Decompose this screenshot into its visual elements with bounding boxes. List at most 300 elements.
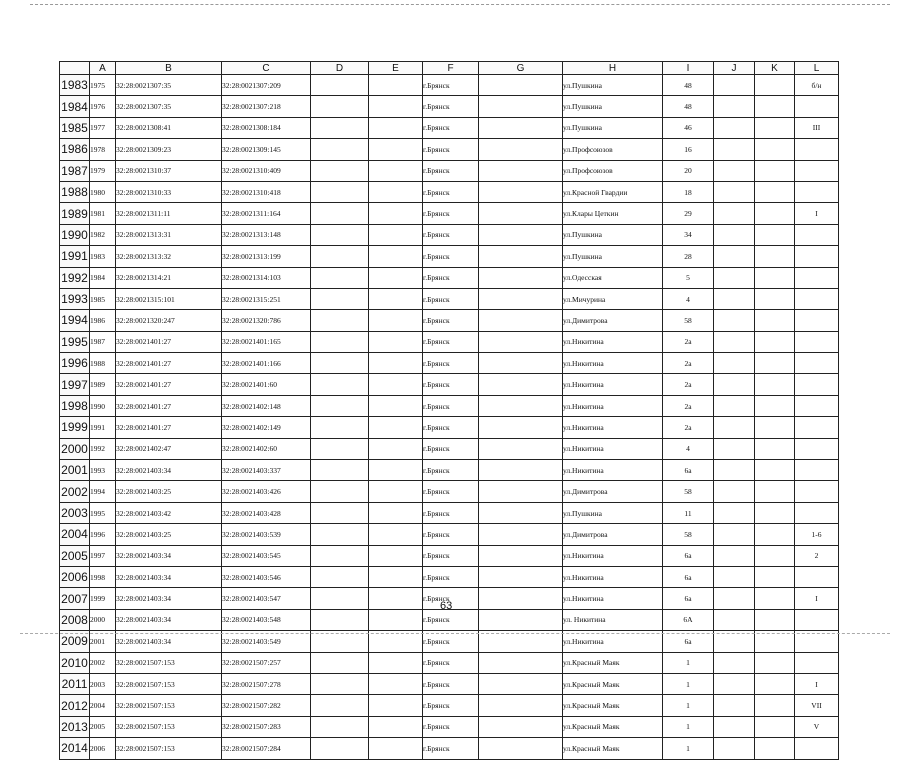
cell-e[interactable] bbox=[369, 524, 423, 545]
cell-g[interactable] bbox=[479, 524, 563, 545]
cell-c[interactable]: 32:28:0021310:409 bbox=[222, 160, 311, 181]
cell-g[interactable] bbox=[479, 460, 563, 481]
row-number[interactable]: 2012 bbox=[60, 695, 90, 716]
row-number[interactable]: 2000 bbox=[60, 438, 90, 459]
cell-a[interactable]: 1982 bbox=[90, 224, 116, 245]
column-header-h[interactable]: H bbox=[563, 62, 663, 75]
cell-e[interactable] bbox=[369, 288, 423, 309]
cell-k[interactable] bbox=[755, 310, 795, 331]
cell-d[interactable] bbox=[311, 117, 369, 138]
cell-j[interactable] bbox=[714, 331, 755, 352]
cell-b[interactable]: 32:28:0021308:41 bbox=[116, 117, 222, 138]
cell-g[interactable] bbox=[479, 288, 563, 309]
cell-e[interactable] bbox=[369, 353, 423, 374]
cell-a[interactable]: 1985 bbox=[90, 288, 116, 309]
cell-f[interactable]: г.Брянск bbox=[423, 438, 479, 459]
row-number[interactable]: 2001 bbox=[60, 460, 90, 481]
cell-c[interactable]: 32:28:0021507:283 bbox=[222, 716, 311, 737]
cell-f[interactable]: г.Брянск bbox=[423, 267, 479, 288]
cell-a[interactable]: 1995 bbox=[90, 502, 116, 523]
cell-d[interactable] bbox=[311, 481, 369, 502]
cell-h[interactable]: ул.Никитина bbox=[563, 588, 663, 609]
cell-a[interactable]: 1977 bbox=[90, 117, 116, 138]
cell-c[interactable]: 32:28:0021403:547 bbox=[222, 588, 311, 609]
cell-a[interactable]: 1992 bbox=[90, 438, 116, 459]
cell-g[interactable] bbox=[479, 374, 563, 395]
cell-b[interactable]: 32:28:0021315:101 bbox=[116, 288, 222, 309]
cell-c[interactable]: 32:28:0021403:546 bbox=[222, 566, 311, 587]
cell-g[interactable] bbox=[479, 588, 563, 609]
cell-e[interactable] bbox=[369, 695, 423, 716]
cell-i[interactable]: 1 bbox=[663, 716, 714, 737]
cell-f[interactable]: г.Брянск bbox=[423, 524, 479, 545]
cell-e[interactable] bbox=[369, 224, 423, 245]
cell-d[interactable] bbox=[311, 310, 369, 331]
cell-h[interactable]: ул.Пушкина bbox=[563, 246, 663, 267]
cell-j[interactable] bbox=[714, 566, 755, 587]
cell-l[interactable] bbox=[795, 288, 839, 309]
cell-b[interactable]: 32:28:0021307:35 bbox=[116, 96, 222, 117]
cell-d[interactable] bbox=[311, 673, 369, 694]
cell-l[interactable] bbox=[795, 267, 839, 288]
column-header-f[interactable]: F bbox=[423, 62, 479, 75]
cell-c[interactable]: 32:28:0021311:164 bbox=[222, 203, 311, 224]
cell-c[interactable]: 32:28:0021313:148 bbox=[222, 224, 311, 245]
cell-g[interactable] bbox=[479, 353, 563, 374]
cell-b[interactable]: 32:28:0021403:25 bbox=[116, 481, 222, 502]
row-number[interactable]: 2004 bbox=[60, 524, 90, 545]
cell-h[interactable]: ул.Пушкина bbox=[563, 117, 663, 138]
row-number[interactable]: 1994 bbox=[60, 310, 90, 331]
cell-k[interactable] bbox=[755, 117, 795, 138]
cell-h[interactable]: ул.Димитрова bbox=[563, 524, 663, 545]
cell-e[interactable] bbox=[369, 652, 423, 673]
cell-f[interactable]: г.Брянск bbox=[423, 609, 479, 630]
cell-b[interactable]: 32:28:0021320:247 bbox=[116, 310, 222, 331]
cell-k[interactable] bbox=[755, 545, 795, 566]
cell-c[interactable]: 32:28:0021401:60 bbox=[222, 374, 311, 395]
cell-h[interactable]: ул.Клары Цеткин bbox=[563, 203, 663, 224]
cell-d[interactable] bbox=[311, 438, 369, 459]
cell-c[interactable]: 32:28:0021403:337 bbox=[222, 460, 311, 481]
cell-f[interactable]: г.Брянск bbox=[423, 652, 479, 673]
cell-g[interactable] bbox=[479, 502, 563, 523]
cell-f[interactable]: г.Брянск bbox=[423, 631, 479, 652]
cell-i[interactable]: 6а bbox=[663, 631, 714, 652]
cell-l[interactable]: 2 bbox=[795, 545, 839, 566]
cell-f[interactable]: г.Брянск bbox=[423, 545, 479, 566]
cell-h[interactable]: ул.Красный Маяк bbox=[563, 695, 663, 716]
cell-e[interactable] bbox=[369, 566, 423, 587]
cell-k[interactable] bbox=[755, 395, 795, 416]
cell-h[interactable]: ул.Профсоюзов bbox=[563, 139, 663, 160]
cell-e[interactable] bbox=[369, 310, 423, 331]
cell-g[interactable] bbox=[479, 310, 563, 331]
column-header-d[interactable]: D bbox=[311, 62, 369, 75]
row-number[interactable]: 1983 bbox=[60, 75, 90, 96]
cell-a[interactable]: 1979 bbox=[90, 160, 116, 181]
cell-a[interactable]: 2000 bbox=[90, 609, 116, 630]
cell-e[interactable] bbox=[369, 96, 423, 117]
cell-b[interactable]: 32:28:0021507:153 bbox=[116, 738, 222, 759]
cell-e[interactable] bbox=[369, 181, 423, 202]
cell-c[interactable]: 32:28:0021507:257 bbox=[222, 652, 311, 673]
cell-k[interactable] bbox=[755, 738, 795, 759]
cell-i[interactable]: 2а bbox=[663, 395, 714, 416]
cell-g[interactable] bbox=[479, 96, 563, 117]
cell-d[interactable] bbox=[311, 331, 369, 352]
cell-c[interactable]: 32:28:0021507:284 bbox=[222, 738, 311, 759]
cell-b[interactable]: 32:28:0021403:34 bbox=[116, 460, 222, 481]
cell-e[interactable] bbox=[369, 395, 423, 416]
cell-g[interactable] bbox=[479, 652, 563, 673]
column-header-c[interactable]: C bbox=[222, 62, 311, 75]
cell-i[interactable]: 58 bbox=[663, 310, 714, 331]
cell-e[interactable] bbox=[369, 331, 423, 352]
cell-d[interactable] bbox=[311, 160, 369, 181]
cell-a[interactable]: 1990 bbox=[90, 395, 116, 416]
cell-a[interactable]: 1998 bbox=[90, 566, 116, 587]
cell-c[interactable]: 32:28:0021403:545 bbox=[222, 545, 311, 566]
cell-l[interactable] bbox=[795, 481, 839, 502]
column-header-l[interactable]: L bbox=[795, 62, 839, 75]
cell-a[interactable]: 2002 bbox=[90, 652, 116, 673]
cell-b[interactable]: 32:28:0021401:27 bbox=[116, 417, 222, 438]
cell-c[interactable]: 32:28:0021403:428 bbox=[222, 502, 311, 523]
cell-d[interactable] bbox=[311, 96, 369, 117]
cell-g[interactable] bbox=[479, 738, 563, 759]
cell-f[interactable]: г.Брянск bbox=[423, 460, 479, 481]
cell-f[interactable]: г.Брянск bbox=[423, 716, 479, 737]
cell-g[interactable] bbox=[479, 331, 563, 352]
cell-c[interactable]: 32:28:0021507:282 bbox=[222, 695, 311, 716]
cell-f[interactable]: г.Брянск bbox=[423, 374, 479, 395]
row-number[interactable]: 1996 bbox=[60, 353, 90, 374]
cell-b[interactable]: 32:28:0021403:34 bbox=[116, 588, 222, 609]
cell-f[interactable]: г.Брянск bbox=[423, 224, 479, 245]
cell-k[interactable] bbox=[755, 460, 795, 481]
cell-g[interactable] bbox=[479, 117, 563, 138]
cell-j[interactable] bbox=[714, 203, 755, 224]
cell-e[interactable] bbox=[369, 588, 423, 609]
row-number[interactable]: 1987 bbox=[60, 160, 90, 181]
cell-d[interactable] bbox=[311, 224, 369, 245]
cell-b[interactable]: 32:28:0021507:153 bbox=[116, 652, 222, 673]
cell-j[interactable] bbox=[714, 481, 755, 502]
cell-e[interactable] bbox=[369, 481, 423, 502]
cell-j[interactable] bbox=[714, 75, 755, 96]
cell-c[interactable]: 32:28:0021402:148 bbox=[222, 395, 311, 416]
row-number[interactable]: 2005 bbox=[60, 545, 90, 566]
cell-h[interactable]: ул.Красный Маяк bbox=[563, 738, 663, 759]
cell-l[interactable] bbox=[795, 331, 839, 352]
cell-h[interactable]: ул.Мичурина bbox=[563, 288, 663, 309]
cell-k[interactable] bbox=[755, 246, 795, 267]
cell-f[interactable]: г.Брянск bbox=[423, 738, 479, 759]
row-number[interactable]: 1988 bbox=[60, 181, 90, 202]
cell-g[interactable] bbox=[479, 246, 563, 267]
cell-l[interactable] bbox=[795, 438, 839, 459]
cell-h[interactable]: ул.Красный Маяк bbox=[563, 716, 663, 737]
cell-e[interactable] bbox=[369, 374, 423, 395]
cell-i[interactable]: 58 bbox=[663, 481, 714, 502]
cell-i[interactable]: 34 bbox=[663, 224, 714, 245]
cell-k[interactable] bbox=[755, 331, 795, 352]
cell-j[interactable] bbox=[714, 524, 755, 545]
cell-k[interactable] bbox=[755, 353, 795, 374]
cell-d[interactable] bbox=[311, 267, 369, 288]
cell-j[interactable] bbox=[714, 609, 755, 630]
cell-j[interactable] bbox=[714, 502, 755, 523]
cell-f[interactable]: г.Брянск bbox=[423, 588, 479, 609]
cell-a[interactable]: 2001 bbox=[90, 631, 116, 652]
cell-i[interactable]: 46 bbox=[663, 117, 714, 138]
cell-b[interactable]: 32:28:0021403:34 bbox=[116, 566, 222, 587]
row-number[interactable]: 2003 bbox=[60, 502, 90, 523]
cell-b[interactable]: 32:28:0021507:153 bbox=[116, 673, 222, 694]
cell-i[interactable]: 2а bbox=[663, 331, 714, 352]
cell-b[interactable]: 32:28:0021403:25 bbox=[116, 524, 222, 545]
cell-d[interactable] bbox=[311, 417, 369, 438]
cell-l[interactable] bbox=[795, 160, 839, 181]
row-number[interactable]: 1986 bbox=[60, 139, 90, 160]
cell-h[interactable]: ул.Никитина bbox=[563, 566, 663, 587]
cell-c[interactable]: 32:28:0021401:165 bbox=[222, 331, 311, 352]
cell-e[interactable] bbox=[369, 716, 423, 737]
cell-k[interactable] bbox=[755, 75, 795, 96]
row-number[interactable]: 1989 bbox=[60, 203, 90, 224]
row-number[interactable]: 2007 bbox=[60, 588, 90, 609]
cell-k[interactable] bbox=[755, 224, 795, 245]
cell-a[interactable]: 1976 bbox=[90, 96, 116, 117]
cell-e[interactable] bbox=[369, 417, 423, 438]
cell-c[interactable]: 32:28:0021308:184 bbox=[222, 117, 311, 138]
cell-b[interactable]: 32:28:0021313:31 bbox=[116, 224, 222, 245]
cell-c[interactable]: 32:28:0021315:251 bbox=[222, 288, 311, 309]
cell-i[interactable]: 4 bbox=[663, 438, 714, 459]
cell-d[interactable] bbox=[311, 609, 369, 630]
cell-k[interactable] bbox=[755, 524, 795, 545]
cell-e[interactable] bbox=[369, 609, 423, 630]
cell-l[interactable]: I bbox=[795, 588, 839, 609]
cell-j[interactable] bbox=[714, 160, 755, 181]
cell-l[interactable]: 1-6 bbox=[795, 524, 839, 545]
cell-b[interactable]: 32:28:0021314:21 bbox=[116, 267, 222, 288]
cell-c[interactable]: 32:28:0021402:149 bbox=[222, 417, 311, 438]
cell-a[interactable]: 1996 bbox=[90, 524, 116, 545]
cell-b[interactable]: 32:28:0021507:153 bbox=[116, 716, 222, 737]
cell-b[interactable]: 32:28:0021401:27 bbox=[116, 374, 222, 395]
cell-j[interactable] bbox=[714, 267, 755, 288]
cell-i[interactable]: 1 bbox=[663, 673, 714, 694]
cell-i[interactable]: 48 bbox=[663, 75, 714, 96]
cell-d[interactable] bbox=[311, 353, 369, 374]
column-header-a[interactable]: A bbox=[90, 62, 116, 75]
cell-j[interactable] bbox=[714, 695, 755, 716]
cell-i[interactable]: 58 bbox=[663, 524, 714, 545]
cell-d[interactable] bbox=[311, 374, 369, 395]
cell-j[interactable] bbox=[714, 545, 755, 566]
cell-b[interactable]: 32:28:0021401:27 bbox=[116, 331, 222, 352]
column-header-k[interactable]: K bbox=[755, 62, 795, 75]
cell-k[interactable] bbox=[755, 566, 795, 587]
cell-d[interactable] bbox=[311, 181, 369, 202]
column-header-b[interactable]: B bbox=[116, 62, 222, 75]
cell-d[interactable] bbox=[311, 75, 369, 96]
row-number[interactable]: 1985 bbox=[60, 117, 90, 138]
cell-a[interactable]: 1986 bbox=[90, 310, 116, 331]
cell-d[interactable] bbox=[311, 545, 369, 566]
cell-l[interactable] bbox=[795, 353, 839, 374]
cell-f[interactable]: г.Брянск bbox=[423, 203, 479, 224]
row-number[interactable]: 2010 bbox=[60, 652, 90, 673]
cell-j[interactable] bbox=[714, 652, 755, 673]
cell-k[interactable] bbox=[755, 96, 795, 117]
cell-i[interactable]: 6а bbox=[663, 460, 714, 481]
cell-d[interactable] bbox=[311, 566, 369, 587]
cell-f[interactable]: г.Брянск bbox=[423, 139, 479, 160]
cell-c[interactable]: 32:28:0021310:418 bbox=[222, 181, 311, 202]
cell-c[interactable]: 32:28:0021401:166 bbox=[222, 353, 311, 374]
cell-b[interactable]: 32:28:0021403:34 bbox=[116, 609, 222, 630]
cell-l[interactable] bbox=[795, 395, 839, 416]
cell-k[interactable] bbox=[755, 374, 795, 395]
row-number[interactable]: 1997 bbox=[60, 374, 90, 395]
cell-f[interactable]: г.Брянск bbox=[423, 246, 479, 267]
cell-l[interactable] bbox=[795, 460, 839, 481]
cell-i[interactable]: 4 bbox=[663, 288, 714, 309]
cell-j[interactable] bbox=[714, 460, 755, 481]
cell-l[interactable] bbox=[795, 738, 839, 759]
cell-h[interactable]: ул.Никитина bbox=[563, 417, 663, 438]
cell-c[interactable]: 32:28:0021403:548 bbox=[222, 609, 311, 630]
cell-j[interactable] bbox=[714, 288, 755, 309]
column-header-i[interactable]: I bbox=[663, 62, 714, 75]
cell-b[interactable]: 32:28:0021307:35 bbox=[116, 75, 222, 96]
cell-j[interactable] bbox=[714, 181, 755, 202]
cell-g[interactable] bbox=[479, 545, 563, 566]
cell-k[interactable] bbox=[755, 502, 795, 523]
cell-b[interactable]: 32:28:0021311:11 bbox=[116, 203, 222, 224]
cell-g[interactable] bbox=[479, 75, 563, 96]
cell-d[interactable] bbox=[311, 588, 369, 609]
row-number[interactable]: 1998 bbox=[60, 395, 90, 416]
cell-e[interactable] bbox=[369, 75, 423, 96]
cell-d[interactable] bbox=[311, 139, 369, 160]
cell-k[interactable] bbox=[755, 673, 795, 694]
cell-i[interactable]: 29 bbox=[663, 203, 714, 224]
cell-d[interactable] bbox=[311, 738, 369, 759]
cell-h[interactable]: ул.Красный Маяк bbox=[563, 673, 663, 694]
cell-g[interactable] bbox=[479, 160, 563, 181]
cell-l[interactable]: I bbox=[795, 673, 839, 694]
cell-l[interactable]: I bbox=[795, 203, 839, 224]
cell-h[interactable]: ул.Красный Маяк bbox=[563, 652, 663, 673]
cell-b[interactable]: 32:28:0021313:32 bbox=[116, 246, 222, 267]
cell-b[interactable]: 32:28:0021309:23 bbox=[116, 139, 222, 160]
cell-j[interactable] bbox=[714, 716, 755, 737]
cell-j[interactable] bbox=[714, 224, 755, 245]
cell-j[interactable] bbox=[714, 438, 755, 459]
cell-g[interactable] bbox=[479, 481, 563, 502]
cell-i[interactable]: 1 bbox=[663, 738, 714, 759]
cell-d[interactable] bbox=[311, 695, 369, 716]
cell-j[interactable] bbox=[714, 246, 755, 267]
cell-l[interactable]: III bbox=[795, 117, 839, 138]
cell-a[interactable]: 1994 bbox=[90, 481, 116, 502]
cell-i[interactable]: 28 bbox=[663, 246, 714, 267]
cell-l[interactable] bbox=[795, 139, 839, 160]
cell-c[interactable]: 32:28:0021309:145 bbox=[222, 139, 311, 160]
cell-j[interactable] bbox=[714, 374, 755, 395]
cell-e[interactable] bbox=[369, 203, 423, 224]
cell-k[interactable] bbox=[755, 160, 795, 181]
cell-h[interactable]: ул.Пушкина bbox=[563, 224, 663, 245]
cell-f[interactable]: г.Брянск bbox=[423, 96, 479, 117]
cell-f[interactable]: г.Брянск bbox=[423, 117, 479, 138]
cell-k[interactable] bbox=[755, 288, 795, 309]
cell-f[interactable]: г.Брянск bbox=[423, 502, 479, 523]
cell-g[interactable] bbox=[479, 224, 563, 245]
cell-j[interactable] bbox=[714, 417, 755, 438]
cell-f[interactable]: г.Брянск bbox=[423, 395, 479, 416]
column-header-j[interactable]: J bbox=[714, 62, 755, 75]
cell-d[interactable] bbox=[311, 246, 369, 267]
cell-l[interactable] bbox=[795, 96, 839, 117]
cell-l[interactable] bbox=[795, 609, 839, 630]
cell-h[interactable]: ул.Никитина bbox=[563, 438, 663, 459]
row-number[interactable]: 2002 bbox=[60, 481, 90, 502]
cell-g[interactable] bbox=[479, 609, 563, 630]
cell-h[interactable]: ул.Пушкина bbox=[563, 502, 663, 523]
cell-a[interactable]: 1989 bbox=[90, 374, 116, 395]
cell-l[interactable] bbox=[795, 502, 839, 523]
row-number[interactable]: 1991 bbox=[60, 246, 90, 267]
cell-c[interactable]: 32:28:0021403:549 bbox=[222, 631, 311, 652]
cell-h[interactable]: ул.Никитина bbox=[563, 545, 663, 566]
cell-k[interactable] bbox=[755, 139, 795, 160]
cell-h[interactable]: ул.Никитина bbox=[563, 331, 663, 352]
row-number[interactable]: 1999 bbox=[60, 417, 90, 438]
cell-k[interactable] bbox=[755, 652, 795, 673]
cell-d[interactable] bbox=[311, 288, 369, 309]
cell-f[interactable]: г.Брянск bbox=[423, 566, 479, 587]
cell-c[interactable]: 32:28:0021403:426 bbox=[222, 481, 311, 502]
cell-a[interactable]: 1978 bbox=[90, 139, 116, 160]
cell-i[interactable]: 6а bbox=[663, 566, 714, 587]
cell-e[interactable] bbox=[369, 738, 423, 759]
cell-g[interactable] bbox=[479, 716, 563, 737]
cell-f[interactable]: г.Брянск bbox=[423, 310, 479, 331]
cell-e[interactable] bbox=[369, 117, 423, 138]
cell-i[interactable]: 48 bbox=[663, 96, 714, 117]
cell-g[interactable] bbox=[479, 395, 563, 416]
row-number[interactable]: 2011 bbox=[60, 673, 90, 694]
cell-j[interactable] bbox=[714, 353, 755, 374]
cell-a[interactable]: 1987 bbox=[90, 331, 116, 352]
cell-l[interactable] bbox=[795, 374, 839, 395]
cell-i[interactable]: 1 bbox=[663, 695, 714, 716]
cell-e[interactable] bbox=[369, 139, 423, 160]
row-number[interactable]: 2008 bbox=[60, 609, 90, 630]
cell-a[interactable]: 1981 bbox=[90, 203, 116, 224]
cell-k[interactable] bbox=[755, 588, 795, 609]
cell-i[interactable]: 6а bbox=[663, 545, 714, 566]
cell-l[interactable] bbox=[795, 417, 839, 438]
cell-g[interactable] bbox=[479, 417, 563, 438]
cell-d[interactable] bbox=[311, 502, 369, 523]
row-number[interactable]: 1993 bbox=[60, 288, 90, 309]
